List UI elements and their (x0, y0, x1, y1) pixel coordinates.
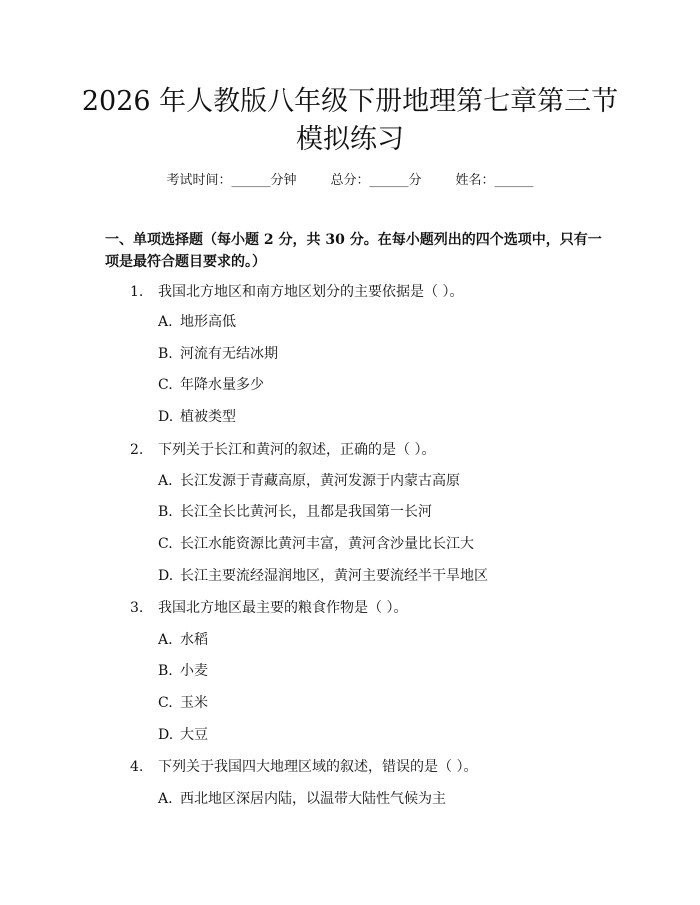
option-letter: D. (158, 727, 174, 743)
option-letter: C. (158, 695, 173, 711)
page-title-line-2: 模拟练习 (296, 124, 404, 155)
question-stem: 下列关于长江和黄河的叙述，正确的是（ ）。 (158, 442, 436, 458)
option-text: 水稻 (180, 632, 208, 648)
option-letter: C. (158, 377, 173, 393)
question-number: 2. (130, 442, 144, 458)
question-stem: 下列关于我国四大地理区域的叙述，错误的是（ ）。 (158, 759, 478, 775)
option-letter: B. (158, 346, 173, 362)
option-letter: D. (158, 409, 174, 425)
question-2-option-b (158, 503, 432, 521)
question-number: 4. (130, 759, 144, 775)
question-1-option-c (158, 376, 264, 394)
option-letter: A. (158, 791, 173, 807)
page-title: 2026 年人教版八年级下册地理第七章第三节 (81, 86, 619, 117)
option-text: 西北地区深居内陆，以温带大陆性气候为主 (180, 791, 446, 807)
student-name-label: 姓名：______ (455, 173, 534, 188)
section-heading: 一、单项选择题（每小题 2 分，共 30 分。在每小题列出的四个选项中，只有一项是最符合题目要求的。） (105, 232, 602, 270)
option-letter: A. (158, 632, 173, 648)
question-3-option-b (158, 662, 208, 680)
option-text: 年降水量多少 (180, 377, 264, 393)
option-text: 长江全长比黄河长，且都是我国第一长河 (180, 504, 432, 520)
question-3-option-d (158, 726, 208, 744)
question-3-option-a (158, 631, 208, 649)
question-1-option-b (158, 345, 278, 363)
option-letter: B. (158, 504, 173, 520)
option-text: 河流有无结冰期 (180, 346, 278, 362)
question-number: 3. (130, 600, 144, 616)
option-text: 玉米 (180, 695, 208, 711)
option-text: 大豆 (180, 727, 208, 743)
question-4 (130, 758, 477, 776)
question-stem: 我国北方地区最主要的粮食作物是（ ）。 (158, 600, 408, 616)
option-text: 植被类型 (180, 409, 236, 425)
exam-info (0, 169, 700, 188)
question-1-option-d (158, 408, 236, 426)
option-letter: C. (158, 536, 173, 552)
question-number: 1. (130, 284, 144, 300)
option-text: 长江水能资源比黄河丰富，黄河含沙量比长江大 (180, 536, 474, 552)
question-2-option-a (158, 472, 460, 490)
question-3 (130, 599, 407, 617)
option-text: 长江发源于青藏高原，黄河发源于内蒙古高原 (180, 473, 460, 489)
option-letter: A. (158, 473, 173, 489)
option-text: 长江主要流经湿润地区，黄河主要流经半干旱地区 (180, 568, 488, 584)
total-score-label: 总分：______分 (330, 173, 422, 188)
question-stem: 我国北方地区和南方地区划分的主要依据是（ ）。 (158, 284, 464, 300)
question-2-option-d (158, 567, 488, 585)
question-3-option-c (158, 694, 208, 712)
exam-time-label: 考试时间：______分钟 (166, 173, 297, 188)
question-2 (130, 441, 435, 459)
question-1-option-a (158, 313, 236, 331)
option-letter: B. (158, 663, 173, 679)
question-4-option-a (158, 790, 446, 808)
option-text: 地形高低 (180, 314, 236, 330)
option-letter: A. (158, 314, 173, 330)
question-2-option-c (158, 535, 474, 553)
option-text: 小麦 (180, 663, 208, 679)
option-letter: D. (158, 568, 174, 584)
question-1 (130, 283, 463, 301)
